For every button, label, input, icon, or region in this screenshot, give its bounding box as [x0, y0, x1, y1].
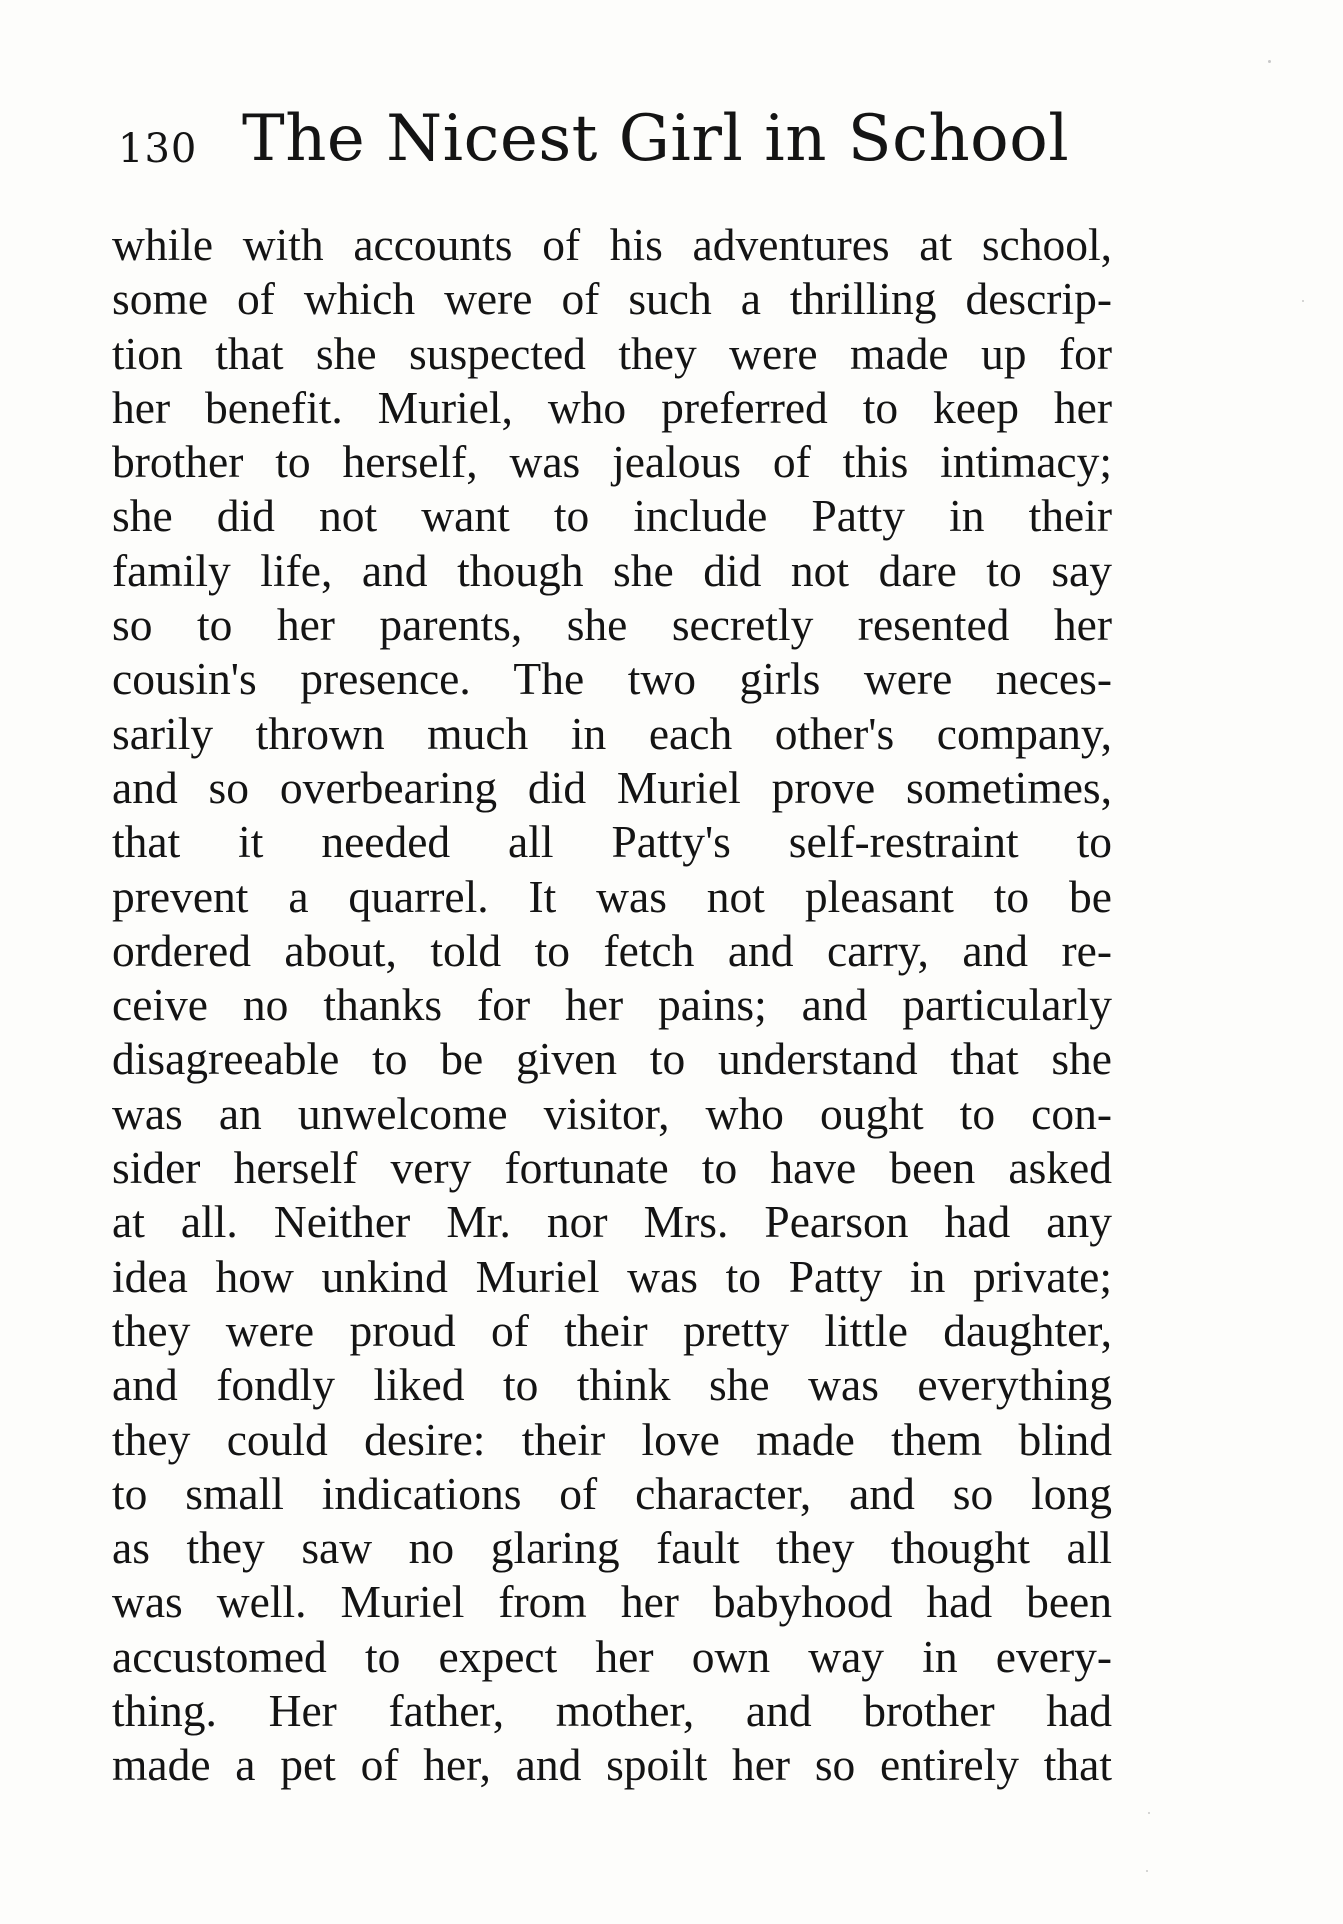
- text-line: they were proud of their pretty little daughter,: [112, 1304, 1112, 1356]
- text-line: idea how unkind Muriel was to Patty in private;: [112, 1250, 1112, 1302]
- text-line: accustomed to expect her own way in every-: [112, 1630, 1112, 1682]
- text-line: was an unwelcome visitor, who ought to con-: [112, 1087, 1112, 1139]
- text-line: disagreeable to be given to understand that she: [112, 1033, 1112, 1085]
- body-text: [112, 218, 1112, 1793]
- scan-speck: [1268, 60, 1271, 63]
- running-title: The Nicest Girl in School: [242, 102, 1070, 176]
- text-line: as they saw no glaring fault they thought all: [112, 1522, 1112, 1574]
- text-line: she did not want to include Patty in their: [112, 490, 1112, 542]
- text-line: brother to herself, was jealous of this intimacy;: [112, 436, 1112, 488]
- text-line: they could desire: their love made them blind: [112, 1413, 1112, 1465]
- page-header: [118, 92, 1070, 182]
- text-line: made a pet of her, and spoilt her so entirely that: [112, 1739, 1112, 1791]
- text-line: and fondly liked to think she was everything: [112, 1359, 1112, 1411]
- text-line: ceive no thanks for her pains; and particularly: [112, 979, 1112, 1031]
- scan-speck: [1146, 1870, 1148, 1872]
- text-line: at all. Neither Mr. nor Mrs. Pearson had any: [112, 1196, 1112, 1248]
- text-line: her benefit. Muriel, who preferred to keep her: [112, 381, 1112, 433]
- scan-speck: [1302, 300, 1304, 302]
- scan-speck: [1148, 1812, 1150, 1814]
- text-line: sarily thrown much in each other's company,: [112, 707, 1112, 759]
- text-line: and so overbearing did Muriel prove sometimes,: [112, 761, 1112, 813]
- text-line: ordered about, told to fetch and carry, and re-: [112, 924, 1112, 976]
- page-number: 130: [118, 126, 198, 172]
- text-line: that it needed all Patty's self-restraint to: [112, 816, 1112, 868]
- text-line: prevent a quarrel. It was not pleasant to be: [112, 870, 1112, 922]
- text-line: some of which were of such a thrilling descrip-: [112, 273, 1112, 325]
- text-line: so to her parents, she secretly resented her: [112, 599, 1112, 651]
- text-line: tion that she suspected they were made up for: [112, 327, 1112, 379]
- text-line: was well. Muriel from her babyhood had been: [112, 1576, 1112, 1628]
- text-line: cousin's presence. The two girls were neces-: [112, 653, 1112, 705]
- text-line: sider herself very fortunate to have been asked: [112, 1142, 1112, 1194]
- text-line: while with accounts of his adventures at school,: [112, 219, 1112, 270]
- text-line: family life, and though she did not dare to say: [112, 544, 1112, 596]
- text-line: to small indications of character, and so long: [112, 1467, 1112, 1519]
- text-line: thing. Her father, mother, and brother had: [112, 1685, 1112, 1737]
